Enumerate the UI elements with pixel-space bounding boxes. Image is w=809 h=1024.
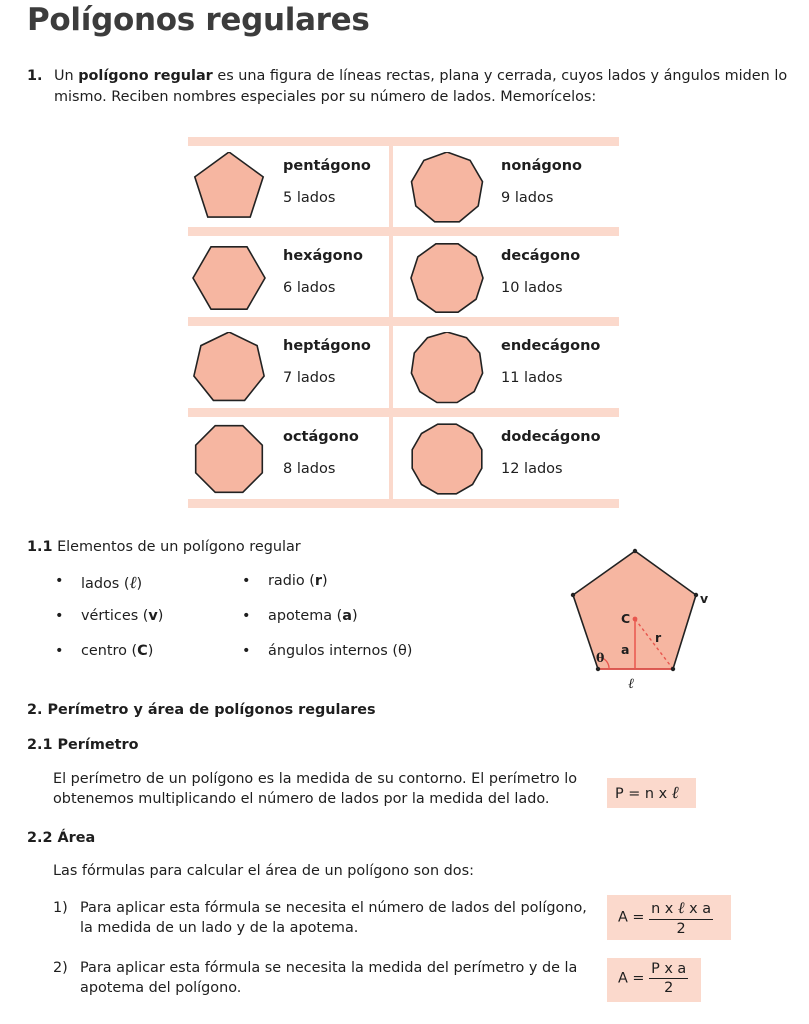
polygon-cell-hexagon [188, 236, 388, 318]
octagon-shape [191, 423, 271, 495]
bullet-text: centro ( [81, 643, 138, 659]
polygon-shape [411, 332, 482, 403]
area-formula-item-2 [53, 958, 593, 998]
polygon-sides: 12 lados [501, 461, 563, 477]
vertex-dot [571, 593, 575, 597]
table-divider [389, 137, 393, 508]
perimeter-formula [607, 778, 696, 808]
item-text: Para aplicar esta fórmula se necesita el número de lados del polígono, la medida de un lado y de la apotema. [80, 900, 587, 936]
area-heading: 2.2 Área [27, 830, 96, 846]
polygon-cell-hendecagon [406, 326, 606, 408]
item-text: Para aplicar esta fórmula se necesita la medida del perímetro y de la apotema del polígono. [80, 960, 578, 996]
polygon-sides: 8 lados [283, 461, 336, 477]
table-band [188, 137, 619, 146]
polygon-name: dodecágono [501, 429, 601, 445]
decagon-shape [409, 242, 489, 314]
bullet-symbol: v [148, 608, 158, 624]
dodecagon-shape [409, 423, 489, 495]
bullet-dot: • [55, 608, 64, 624]
polygon-name: nonágono [501, 158, 583, 174]
center-dot [633, 617, 638, 622]
hendecagon-shape [409, 332, 489, 404]
center-label: C [621, 611, 631, 626]
polygon-sides: 9 lados [501, 190, 554, 206]
numerator-part: x a [684, 901, 712, 917]
formula-denominator: 2 [664, 980, 674, 996]
nonagon-shape [409, 152, 489, 224]
bullet-symbol: ℓ [129, 573, 137, 593]
bullet-dot: • [242, 608, 251, 624]
numerator-symbol: ℓ [677, 898, 685, 917]
section-2-heading: 2. Perímetro y área de polígonos regulares [27, 702, 376, 718]
intro-bold-term: polígono regular [78, 68, 213, 84]
polygon-shape [193, 247, 265, 309]
perimeter-text: El perímetro de un polígono es la medida de su contorno. El perímetro lo obtenemos multiplicando el número de lados por la medida del lado. [53, 771, 578, 807]
polygon-sides: 11 lados [501, 370, 563, 386]
intro-paragraph [27, 66, 797, 108]
polygon-name: octágono [283, 429, 359, 445]
bullet-close: ) [157, 608, 164, 624]
polygon-shape [194, 332, 264, 400]
bullet-text: vértices ( [81, 608, 149, 624]
polygon-name: heptágono [283, 338, 371, 354]
intro-number: 1. [27, 68, 43, 84]
polygon-sides: 7 lados [283, 370, 336, 386]
formula-denominator: 2 [676, 921, 686, 937]
bullet-symbol: C [137, 643, 148, 659]
polygon-name: pentágono [283, 158, 371, 174]
elements-heading-text: Elementos de un polígono regular [57, 539, 301, 555]
polygon-name: hexágono [283, 248, 363, 264]
polygon-cell-nonagon [406, 146, 606, 228]
area-intro: Las fórmulas para calcular el área de un polígono son dos: [53, 863, 474, 879]
area-formula-item-1 [53, 898, 593, 938]
bullet-close: ) [352, 608, 358, 624]
intro-text-after: es una figura de líneas rectas, plana y cerrada, cuyos lados y ángulos miden lo mismo. Reciben nombres especiales por su número de lados. Memorícelos: [54, 68, 788, 105]
area-formula-1 [607, 895, 731, 940]
bullet-symbol: r [314, 573, 322, 589]
bullet-symbol: a [342, 608, 352, 624]
vertex-dot [694, 593, 698, 597]
bullet-dot: • [242, 643, 251, 659]
vertex-dot [633, 549, 637, 553]
pentagon-shape [191, 152, 271, 224]
formula-lhs: A = [618, 909, 645, 926]
bullet-close: ) [147, 643, 154, 659]
bullet-text: radio ( [268, 573, 315, 589]
polygon-shape [195, 152, 263, 217]
bullet-dot: • [55, 643, 64, 659]
polygon-shape [412, 424, 482, 494]
polygon-shape [412, 152, 483, 222]
page-title: Polígonos regulares [27, 2, 370, 38]
intro-text-before: Un [54, 68, 79, 84]
elements-number: 1.1 [27, 539, 53, 555]
polygon-cell-heptagon [188, 326, 388, 408]
bullet-dot: • [55, 573, 64, 589]
table-band [188, 317, 619, 326]
polygon-shape [196, 426, 263, 493]
polygon-sides: 5 lados [283, 190, 336, 206]
table-band [188, 408, 619, 417]
angle-label: θ [596, 650, 605, 665]
table-band [188, 499, 619, 508]
table-band [188, 227, 619, 236]
formula-lhs: A = [618, 970, 645, 987]
vertex-label: v [700, 591, 709, 606]
polygon-sides: 10 lados [501, 280, 563, 296]
radius-label: r [655, 630, 662, 645]
intro-text [54, 66, 797, 108]
vertex-dot [671, 667, 675, 671]
elements-heading [27, 539, 301, 555]
item-number: 1) [53, 900, 68, 916]
bullet-close: ) [136, 576, 143, 592]
formula-numerator [649, 898, 713, 920]
heptagon-shape [191, 332, 271, 404]
bullet-dot: • [242, 573, 251, 589]
polygon-cell-octagon [188, 417, 388, 499]
polygon-cell-pentagon [188, 146, 388, 228]
bullet-text: ángulos internos (θ) [268, 643, 413, 659]
hexagon-shape [191, 242, 271, 314]
perimeter-heading: 2.1 Perímetro [27, 737, 139, 753]
perimeter-formula-prefix: P = n x [615, 786, 672, 802]
bullet-close: ) [321, 573, 328, 589]
side-label: ℓ [628, 676, 634, 690]
bullet-text: apotema ( [268, 608, 343, 624]
numerator-part: n x [651, 901, 678, 917]
formula-fraction [649, 898, 713, 937]
vertex-dot [596, 667, 600, 671]
item-number: 2) [53, 960, 68, 976]
polygon-table [188, 137, 619, 508]
bullet-text: lados ( [81, 576, 130, 592]
polygon-sides: 6 lados [283, 280, 336, 296]
polygon-name: endecágono [501, 338, 601, 354]
area-formula-2 [607, 958, 701, 1002]
formula-numerator: P x a [651, 961, 687, 977]
pentagon-elements-diagram [560, 540, 720, 690]
polygon-shape [411, 244, 483, 312]
apothem-label: a [621, 642, 630, 657]
polygon-name: decágono [501, 248, 581, 264]
perimeter-formula-symbol: ℓ [671, 783, 679, 803]
formula-fraction [649, 961, 688, 996]
polygon-cell-decagon [406, 236, 606, 318]
polygon-cell-dodecagon [406, 417, 606, 499]
